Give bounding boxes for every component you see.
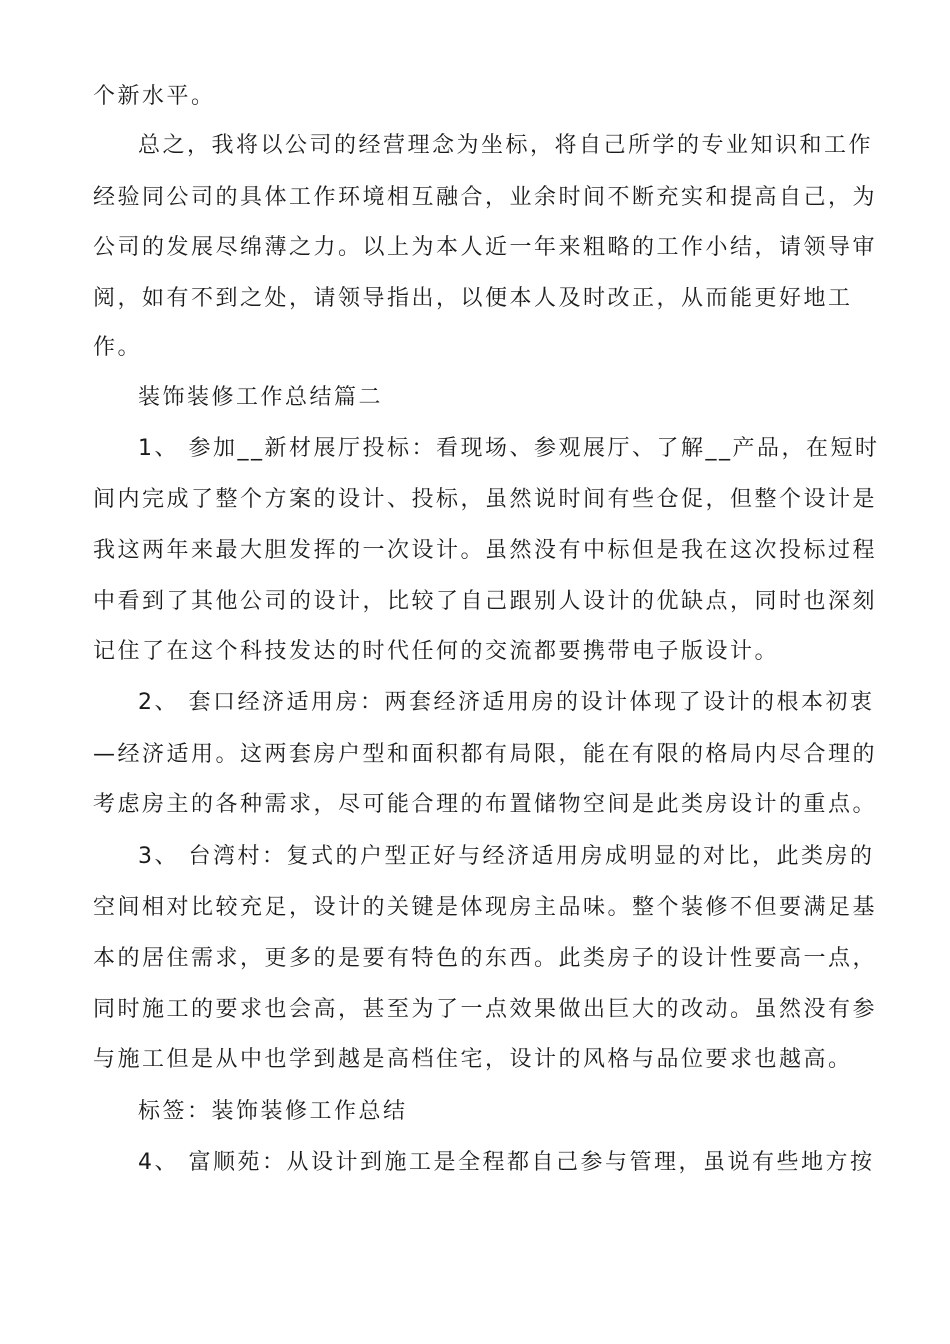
paragraph-line: —经济适用。这两套房户型和面积都有局限，能在有限的格局内尽合理的: [93, 742, 878, 767]
paragraph-line: 作。: [93, 335, 143, 360]
paragraph-line: 4、 富顺苑：从设计到施工是全程都自己参与管理，虽说有些地方按: [138, 1150, 875, 1175]
paragraph-line: 记住了在这个科技发达的时代任何的交流都要携带电子版设计。: [93, 639, 780, 664]
paragraph-line: 经验同公司的具体工作环境相互融合，业余时间不断充实和提高自己，为: [93, 185, 878, 210]
paragraph-line: 与施工但是从中也学到越是高档住宅，设计的风格与品位要求也越高。: [93, 1047, 853, 1072]
paragraph-line: 公司的发展尽绵薄之力。以上为本人近一年来粗略的工作小结，请领导审: [93, 235, 878, 260]
paragraph-line: 中看到了其他公司的设计，比较了自己跟别人设计的优缺点，同时也深刻: [93, 589, 878, 614]
tags-line: 标签：装饰装修工作总结: [138, 1099, 408, 1124]
paragraph-line: 间内完成了整个方案的设计、投标，虽然说时间有些仓促，但整个设计是: [93, 487, 878, 512]
paragraph-line: 1、 参加__新材展厅投标：看现场、参观展厅、了解__产品，在短时: [138, 436, 880, 461]
paragraph-line: 考虑房主的各种需求，尽可能合理的布置储物空间是此类房设计的重点。: [93, 792, 878, 817]
paragraph-line: 阅，如有不到之处，请领导指出，以便本人及时改正，从而能更好地工: [93, 286, 853, 311]
paragraph-line: 个新水平。: [93, 84, 216, 109]
paragraph-line: 3、 台湾村：复式的户型正好与经济适用房成明显的对比，此类房的: [138, 844, 875, 869]
paragraph-line: 2、 套口经济适用房：两套经济适用房的设计体现了设计的根本初衷: [138, 690, 875, 715]
paragraph-line: 同时施工的要求也会高，甚至为了一点效果做出巨大的改动。虽然没有参: [93, 997, 878, 1022]
paragraph-line: 本的居住需求，更多的是要有特色的东西。此类房子的设计性要高一点，: [93, 946, 878, 971]
paragraph-line: 我这两年来最大胆发挥的一次设计。虽然没有中标但是我在这次投标过程: [93, 538, 878, 563]
section-heading: 装饰装修工作总结篇二: [138, 385, 384, 410]
paragraph-line: 空间相对比较充足，设计的关键是体现房主品味。整个装修不但要满足基: [93, 895, 878, 920]
paragraph-line: 总之，我将以公司的经营理念为坐标，将自己所学的专业知识和工作: [138, 133, 874, 158]
